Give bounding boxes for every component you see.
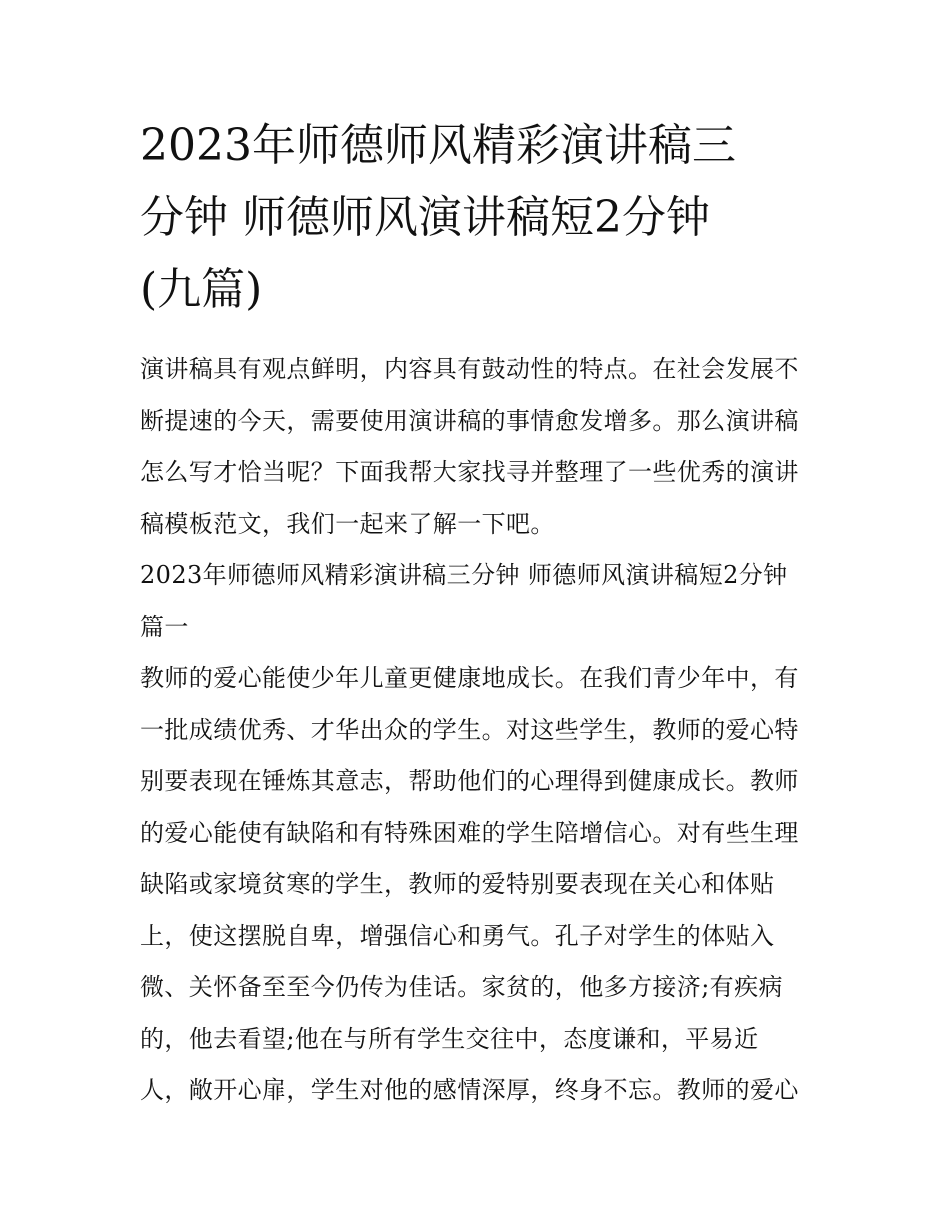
document-body bbox=[140, 344, 812, 1117]
section-line-7: 微、关怀备至至今仍传为佳话。家贫的，他多方接济;有疾病 bbox=[140, 973, 783, 1001]
intro-line-2: 断提速的今天，需要使用演讲稿的事情愈发增多。那么演讲稿 bbox=[140, 406, 799, 435]
section-line-3: 别要表现在锤炼其意志，帮助他们的心理得到健康成长。教师 bbox=[140, 767, 799, 795]
intro-line-3: 怎么写才恰当呢？下面我帮大家找寻并整理了一些优秀的演讲 bbox=[140, 458, 799, 486]
section-line-9: 人，敞开心扉，学生对他的感情深厚，终身不忘。教师的爱心 bbox=[140, 1076, 799, 1104]
document-title bbox=[140, 110, 812, 326]
section-heading-line-2: 篇一 bbox=[140, 612, 189, 641]
title-line-1: 2023年师德师风精彩演讲稿三 bbox=[140, 120, 736, 171]
section-line-1: 教师的爱心能使少年儿童更健康地成长。在我们青少年中，有 bbox=[140, 664, 799, 692]
section-line-8: 的，他去看望;他在与所有学生交往中，态度谦和，平易近 bbox=[140, 1024, 759, 1053]
section-line-6: 上，使这摆脱自卑，增强信心和勇气。孔子对学生的体贴入 bbox=[140, 921, 775, 950]
intro-line-4: 稿模板范文，我们一起来了解一下吧。 bbox=[140, 509, 555, 538]
section-line-5: 缺陷或家境贫寒的学生，教师的爱特别要表现在关心和体贴 bbox=[140, 870, 775, 898]
intro-paragraph bbox=[140, 344, 812, 550]
section-heading bbox=[140, 550, 812, 653]
section-paragraph bbox=[140, 653, 812, 1117]
section-line-2: 一批成绩优秀、才华出众的学生。对这些学生，教师的爱心特 bbox=[140, 715, 799, 744]
title-line-3: (九篇) bbox=[140, 264, 263, 315]
section-heading-line-1: 2023年师德师风精彩演讲稿三分钟 师德师风演讲稿短2分钟 bbox=[140, 561, 788, 589]
section-line-4: 的爱心能使有缺陷和有特殊困难的学生陪增信心。对有些生理 bbox=[140, 818, 799, 847]
intro-line-1: 演讲稿具有观点鲜明，内容具有鼓动性的特点。在社会发展不 bbox=[140, 355, 799, 383]
title-line-2: 分钟 师德师风演讲稿短2分钟 bbox=[140, 192, 710, 243]
